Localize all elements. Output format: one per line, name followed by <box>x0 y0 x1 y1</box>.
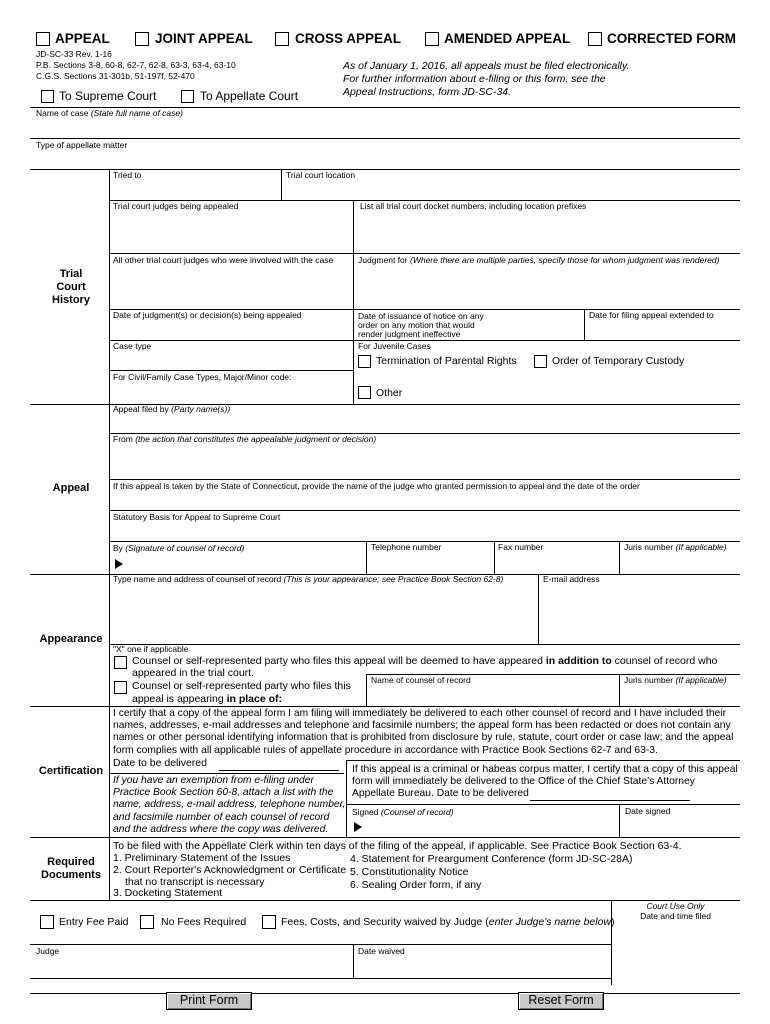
supreme-court-checkbox[interactable] <box>41 90 54 103</box>
judge-label: Judge <box>36 946 60 956</box>
joint-appeal-label: JOINT APPEAL <box>155 31 253 46</box>
notice-issuance-label-1: Date of issuance of notice on any <box>358 311 484 321</box>
exemption-note: If you have an exemption from e-filing under Practice Book Section 60-8, attach a list with the name, address, e-mail address, telephone number, and facsimile number of each counsel of record and the address where the copy was delivered. <box>113 775 346 835</box>
appeal-section-title: Appeal <box>52 482 90 494</box>
judgment-for-label: Judgment for (Where there are multiple parties, specify those for whom judgment was rendered) <box>358 255 720 265</box>
rule <box>346 804 740 805</box>
x-one-label: "X" one if applicable <box>113 644 189 654</box>
efiling-notice-1: As of January 1, 2016, all appeals must be filed electronically. <box>343 60 630 72</box>
filing-extended-label: Date for filing appeal extended to <box>589 310 714 320</box>
notice-issuance-label-3: render judgment ineffective <box>358 329 461 339</box>
efiling-notice-3: Appeal Instructions, form JD-SC-34. <box>343 86 512 98</box>
certification-section-title: Certification <box>38 765 104 777</box>
date-of-judgment-label: Date of judgment(s) or decision(s) being appealed <box>113 310 302 320</box>
required-item-4: 4. Statement for Preargument Conference (form JD-SC-28A) <box>350 853 633 865</box>
rule <box>281 169 282 200</box>
fees-waived-checkbox[interactable] <box>262 915 276 929</box>
rule <box>366 541 367 574</box>
rule <box>353 944 354 978</box>
case-name-label: Name of case (State full name of case) <box>36 108 183 118</box>
in-addition-to-label-cont: appeared in the trial court. <box>132 667 254 679</box>
efiling-notice-2: For further information about e-filing or this form, see the <box>343 73 606 85</box>
rule <box>109 510 740 511</box>
tried-to-label: Tried to <box>113 170 142 180</box>
rule <box>30 993 740 994</box>
juvenile-cases-label: For Juvenile Cases <box>358 341 431 351</box>
corrected-form-label: CORRECTED FORM <box>607 31 736 46</box>
appeal-filed-by-label: Appeal filed by (Party name(s)) <box>113 404 231 414</box>
name-of-counsel-label: Name of counsel of record <box>371 675 471 685</box>
rule <box>584 309 585 340</box>
in-place-of-checkbox[interactable] <box>114 681 127 694</box>
other-checkbox[interactable] <box>358 386 371 399</box>
notice-issuance-label-2: order on any motion that would <box>358 320 475 330</box>
certification-statement: I certify that a copy of the appeal form I am filing will immediately be delivered to each other counsel of record and I have included their names, addresses, e-mail addresses and telephone and facsimile numbers; the appeal form has been redacted or does not contain any names or other personal identifying information that is prohibited from disclosure by rule, statute, court order or case law; and the appeal form complies with all applicable rules of appellate procedure in accordance with Practice Book Sections 62-7 and 63-3. <box>113 708 734 756</box>
email-label: E-mail address <box>543 574 600 584</box>
appellate-matter-label: Type of appellate matter <box>36 140 128 150</box>
appellate-court-checkbox[interactable] <box>181 90 194 103</box>
required-documents-title: Required Documents <box>41 856 101 882</box>
rule <box>353 340 354 404</box>
required-item-6: 6. Sealing Order form, if any <box>350 879 482 891</box>
in-place-of-label: Counsel or self-represented party who files this <box>132 680 351 692</box>
rule <box>30 978 611 979</box>
trial-court-location-label: Trial court location <box>286 170 356 180</box>
rule <box>353 200 354 340</box>
cross-appeal-checkbox[interactable] <box>275 32 289 46</box>
entry-fee-paid-label: Entry Fee Paid <box>59 916 129 928</box>
rule <box>494 541 495 574</box>
cgs-sections: C.G.S. Sections 31-301b, 51-197f, 52-470 <box>36 71 195 81</box>
rule <box>30 837 740 838</box>
date-delivered-label: Date to be delivered <box>113 757 207 769</box>
supreme-court-label: To Supreme Court <box>59 89 157 103</box>
print-form-button[interactable]: Print Form <box>166 992 252 1010</box>
reset-form-button[interactable]: Reset Form <box>518 992 604 1010</box>
form-id: JD-SC-33 Rev. 1-16 <box>36 49 112 59</box>
joint-appeal-checkbox[interactable] <box>135 32 149 46</box>
signature-arrow-icon <box>115 559 123 569</box>
required-intro: To be filed with the Appellate Clerk within ten days of the filing of the appeal, if applicable. See Practice Book Section 63-4. <box>113 840 682 852</box>
in-addition-to-label: Counsel or self-represented party who files this appeal will be deemed to have appeared in addition to counsel of record who <box>132 655 718 667</box>
pb-sections: P.B. Sections 3-8, 60-8, 62-7, 62-8, 63-3, 63-4, 63-10 <box>36 60 236 70</box>
required-item-5: 5. Constitutionality Notice <box>350 866 469 878</box>
criminal-habeas-cert: If this appeal is a criminal or habeas corpus matter, I certify that a copy of this appeal form will immediately be delivered to the Office of the Chief State's Attorney Appellate Bureau. Date to be delivered <box>352 764 738 800</box>
rule <box>619 804 620 837</box>
rule <box>109 837 110 900</box>
court-use-only-label: Court Use Only <box>646 901 705 911</box>
termination-parental-rights-checkbox[interactable] <box>358 355 371 368</box>
rule <box>109 370 353 371</box>
rule <box>346 760 347 837</box>
criminal-date-line <box>530 800 690 801</box>
rule <box>109 773 344 774</box>
rule <box>109 479 740 480</box>
rule <box>109 169 110 404</box>
temporary-custody-label: Order of Temporary Custody <box>552 355 685 367</box>
in-place-of-label-cont: appeal is appearing in place of: <box>132 693 283 705</box>
rule <box>109 706 110 837</box>
rule <box>30 944 611 945</box>
required-item-2-cont: that no transcript is necessary <box>125 876 265 888</box>
rule <box>538 574 539 644</box>
other-judges-label: All other trial court judges who were involved with the case <box>113 255 334 265</box>
trial-court-history-title: Trial Court History <box>52 268 90 307</box>
rule <box>109 644 740 645</box>
appeal-label: APPEAL <box>55 31 110 46</box>
amended-appeal-checkbox[interactable] <box>425 32 439 46</box>
in-addition-to-checkbox[interactable] <box>114 656 127 669</box>
other-label: Other <box>376 387 403 399</box>
trial-judges-label: Trial court judges being appealed <box>113 201 239 211</box>
appeal-checkbox[interactable] <box>36 32 50 46</box>
rule <box>366 674 367 706</box>
date-delivered-line <box>219 770 339 771</box>
case-type-label: Case type <box>113 341 152 351</box>
by-signature-label: By (Signature of counsel of record) <box>113 543 245 553</box>
docket-numbers-label: List all trial court docket numbers, including location prefixes <box>360 201 587 211</box>
date-signed-label: Date signed <box>625 806 671 816</box>
appellate-court-label: To Appellate Court <box>200 89 299 103</box>
signed-arrow-icon <box>354 822 362 832</box>
required-item-2: 2. Court Reporter's Acknowledgment or Certificate <box>113 864 347 876</box>
statutory-basis-label: Statutory Basis for Appeal to Supreme Court <box>113 512 281 522</box>
state-judge-label: If this appeal is taken by the State of Connecticut, provide the name of the judge who granted permission to appeal and the date of the order <box>113 481 640 491</box>
fax-label: Fax number <box>498 542 544 552</box>
amended-appeal-label: AMENDED APPEAL <box>444 31 571 46</box>
appearance-section-title: Appearance <box>39 633 103 645</box>
required-item-3: 3. Docketing Statement <box>113 887 223 899</box>
fees-waived-label: Fees, Costs, and Security waived by Judge (enter Judge's name below) <box>281 916 615 928</box>
rule <box>346 760 740 761</box>
corrected-form-checkbox[interactable] <box>588 32 602 46</box>
date-waived-label: Date waived <box>358 946 405 956</box>
rule <box>619 674 620 706</box>
signed-label: Signed (Counsel of record) <box>352 807 454 817</box>
cross-appeal-label: CROSS APPEAL <box>295 31 402 46</box>
entry-fee-paid-checkbox[interactable] <box>40 915 54 929</box>
rule <box>30 706 740 707</box>
replaced-juris-number-label: Juris number (If applicable) <box>624 675 727 685</box>
rule <box>109 253 740 254</box>
telephone-label: Telephone number <box>371 542 442 552</box>
civil-family-code-label: For Civil/Family Case Types, Major/Minor code: <box>113 372 292 382</box>
juris-number-label: Juris number (If applicable) <box>624 542 727 552</box>
required-item-1: 1. Preliminary Statement of the Issues <box>113 852 291 864</box>
date-time-filed-label: Date and time filed <box>640 911 711 921</box>
rule <box>109 404 110 574</box>
no-fees-required-checkbox[interactable] <box>140 915 154 929</box>
rule <box>30 900 740 901</box>
termination-parental-rights-label: Termination of Parental Rights <box>376 355 517 367</box>
temporary-custody-checkbox[interactable] <box>534 355 547 368</box>
counsel-name-address-label: Type name and address of counsel of record (This is your appearance; see Practice Book Section 62-8) <box>113 574 504 584</box>
rule <box>30 138 740 139</box>
rule <box>109 574 110 706</box>
no-fees-required-label: No Fees Required <box>161 916 247 928</box>
rule <box>619 541 620 574</box>
from-label: From (the action that constitutes the appealable judgment or decision) <box>113 434 377 444</box>
